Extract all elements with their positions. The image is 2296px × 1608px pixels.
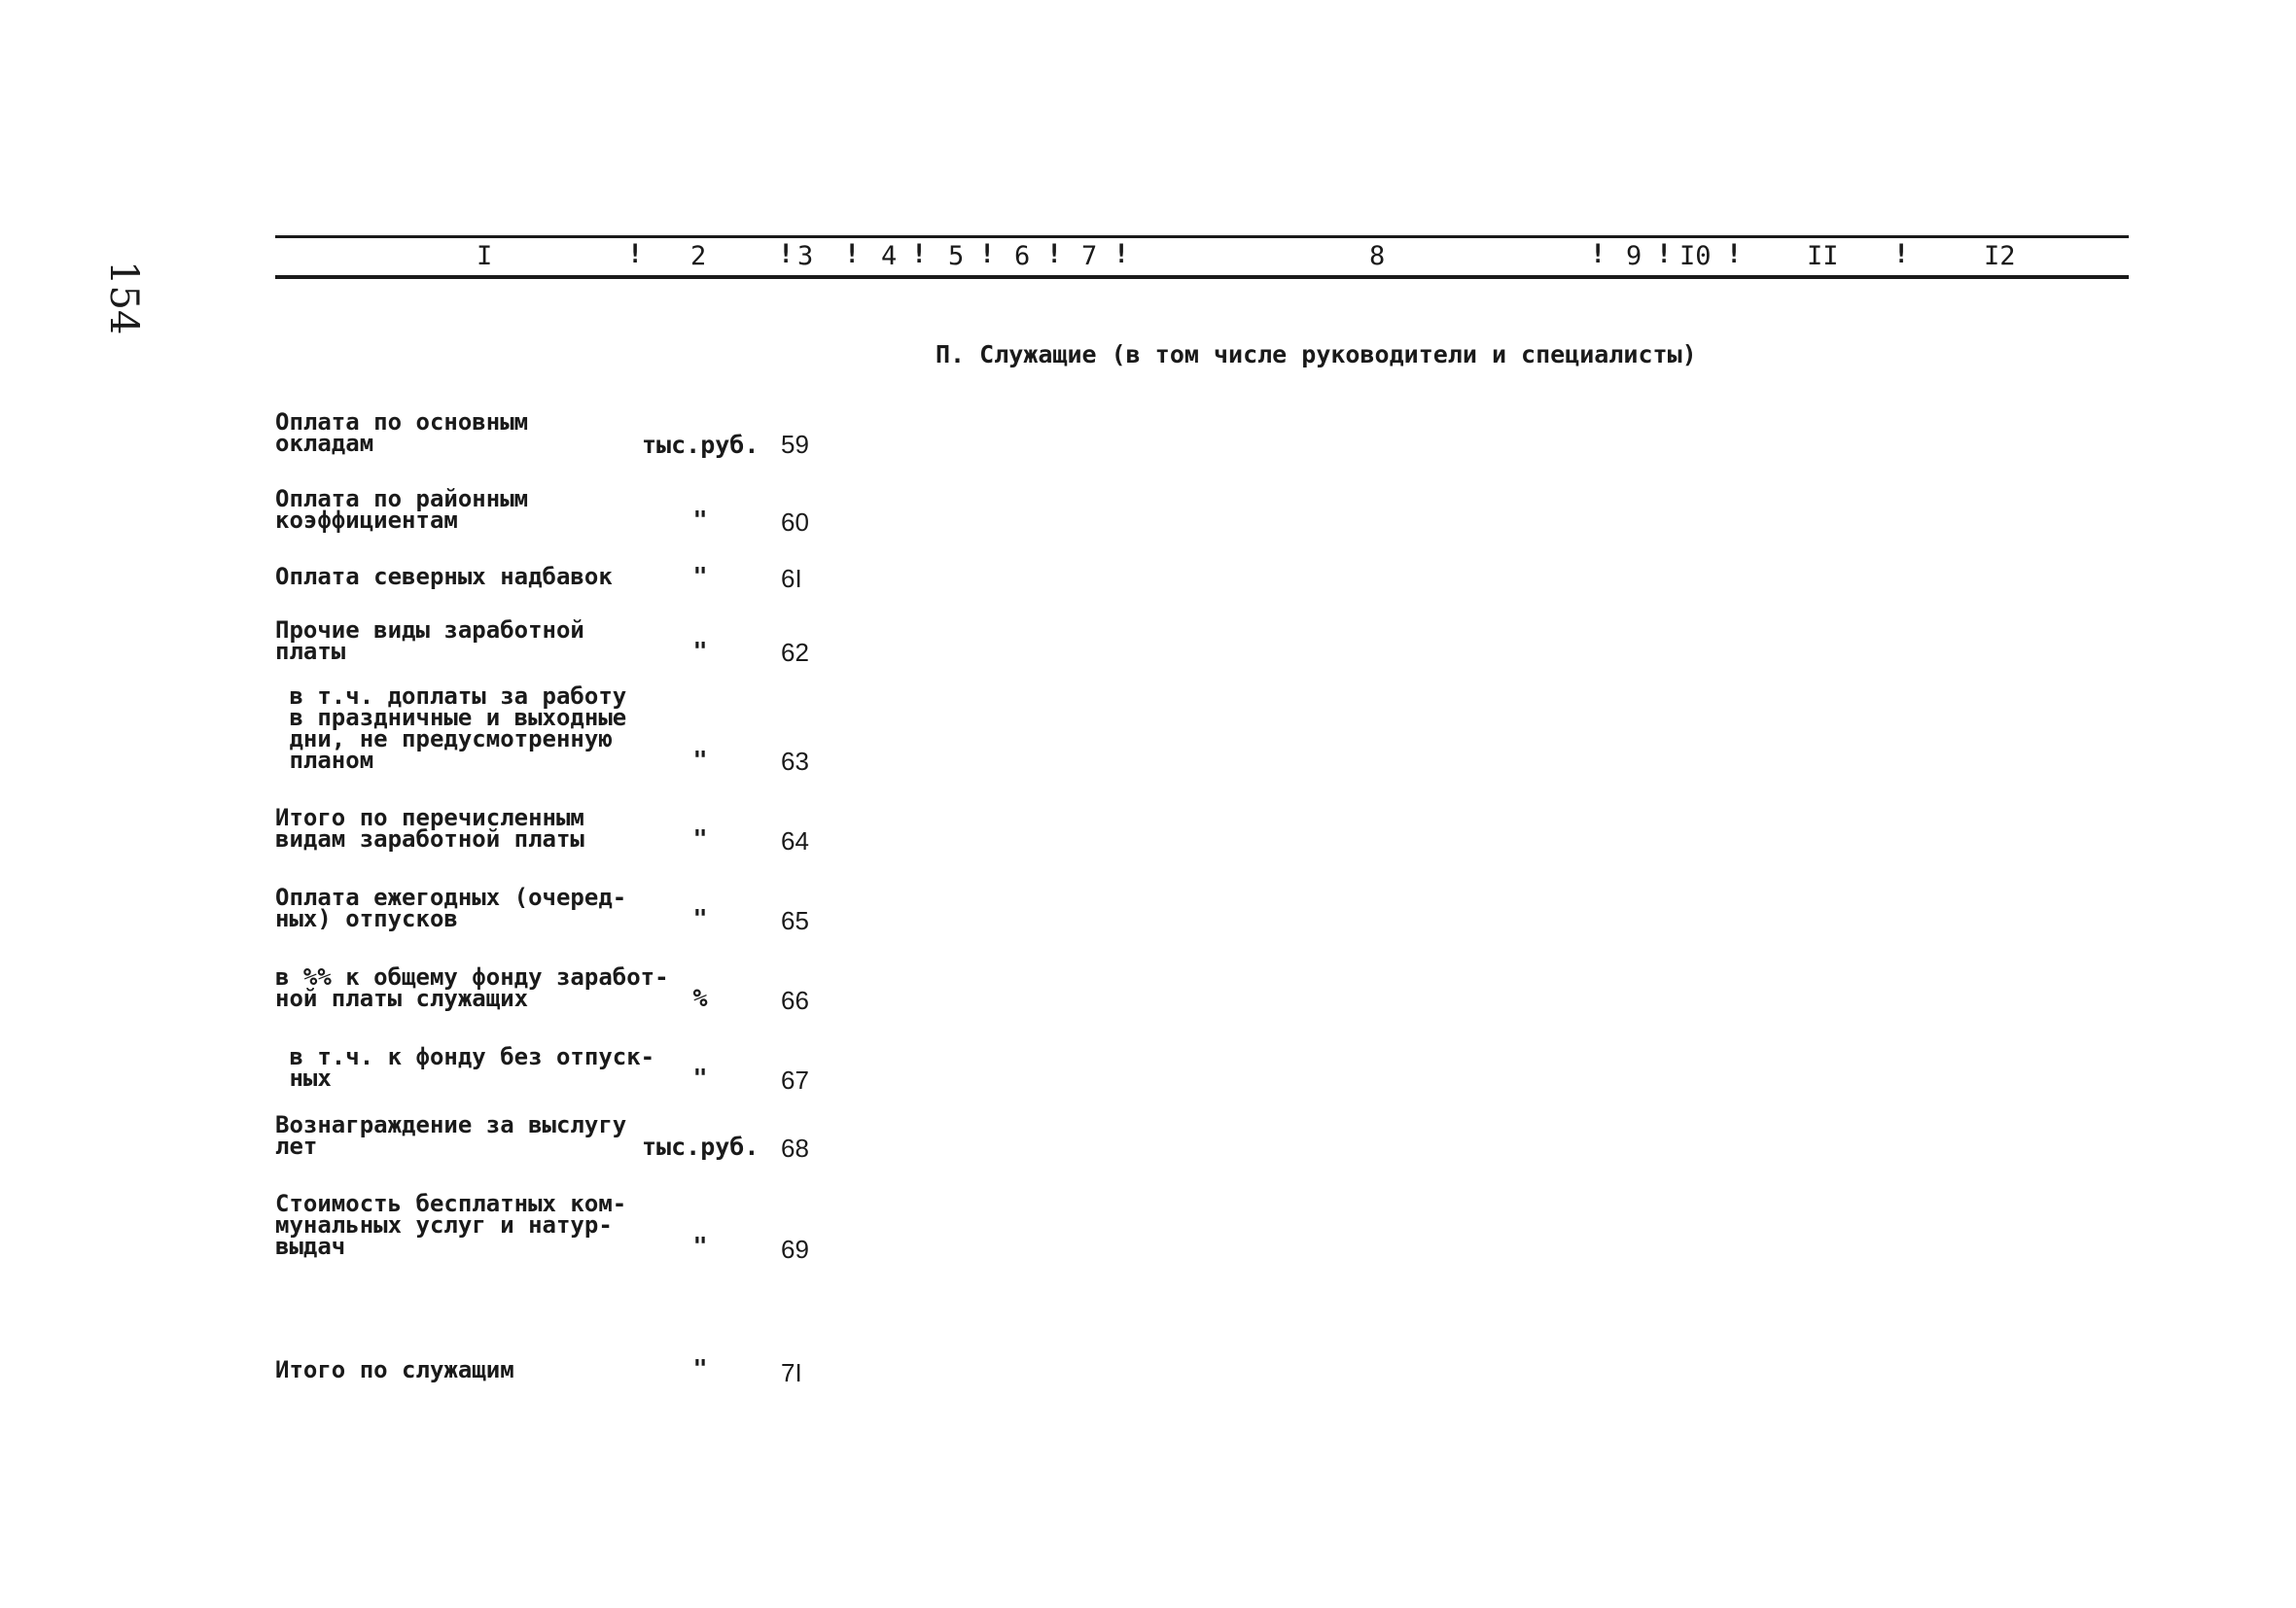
row-unit: " [692,1232,708,1260]
row-unit: " [692,562,708,590]
row-label: Итого по перечисленным видам заработной платы [275,804,584,853]
row-unit: тыс.руб. [642,1133,759,1161]
row-label: в т.ч. к фонду без отпуск- ных [289,1043,655,1092]
row-code: 63 [781,747,809,776]
row-code: 62 [781,638,809,667]
col-header-8: 8 [1369,241,1386,271]
row-label: Итого по служащим [275,1356,514,1383]
col-separator: ! [1590,239,1607,269]
row-unit: тыс.руб. [642,431,759,459]
col-separator: ! [1726,239,1743,269]
col-separator: ! [1893,239,1910,269]
row-unit: " [692,506,708,534]
col-separator: ! [627,239,644,269]
row-unit: " [692,904,708,932]
col-separator: ! [844,239,861,269]
header-top-rule [275,235,2129,238]
row-unit: " [692,637,708,665]
col-header-3: 3 [797,241,814,271]
row-label: Оплата северных надбавок [275,563,613,590]
row-label: Вознаграждение за выслугу лет [275,1111,627,1160]
row-label: Оплата по основным окладам [275,408,529,457]
col-header-11: II [1807,241,1839,271]
page-number: 154 [101,261,146,335]
row-code: 69 [781,1235,809,1264]
row-label: Оплата по районным коэффициентам [275,485,529,534]
col-separator: ! [1046,239,1063,269]
col-separator: ! [911,239,928,269]
row-unit: " [692,1354,708,1382]
row-unit: " [692,1064,708,1092]
col-header-10: I0 [1679,241,1712,271]
header-bottom-rule [275,275,2129,279]
row-code: 60 [781,507,809,537]
col-header-1: I [477,241,493,271]
col-header-9: 9 [1626,241,1643,271]
col-separator: ! [1656,239,1673,269]
col-header-6: 6 [1014,241,1031,271]
row-label: в %% к общему фонду заработ- ной платы служащих [275,963,669,1012]
row-label: Оплата ежегодных (очеред- ных) отпусков [275,884,627,932]
col-header-2: 2 [690,241,707,271]
row-code: 67 [781,1066,809,1095]
row-unit: % [692,984,708,1012]
row-code: 66 [781,986,809,1015]
row-code: 68 [781,1134,809,1163]
col-header-12: I2 [1984,241,2016,271]
col-header-7: 7 [1081,241,1098,271]
row-code: 7I [781,1358,802,1387]
col-separator: ! [778,239,795,269]
row-code: 65 [781,906,809,935]
col-header-5: 5 [948,241,965,271]
col-separator: ! [979,239,996,269]
row-unit: " [692,746,708,774]
row-label: Стоимость бесплатных ком- мунальных услуг и натур- выдач [275,1190,627,1260]
row-unit: " [692,824,708,853]
col-separator: ! [1113,239,1130,269]
row-code: 6I [781,564,802,593]
section-title: П. Служащие (в том числе руководители и специалисты) [936,340,1697,368]
col-header-4: 4 [881,241,898,271]
row-label: Прочие виды заработной платы [275,616,584,665]
row-label: в т.ч. доплаты за работу в праздничные и выходные дни, не предусмотренную планом [289,682,627,774]
row-code: 64 [781,826,809,856]
row-code: 59 [781,430,809,459]
